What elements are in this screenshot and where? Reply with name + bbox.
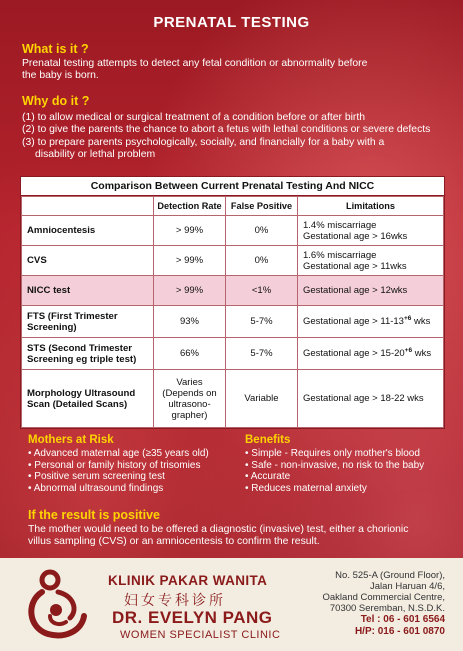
false-positive: 5-7% xyxy=(226,338,298,370)
benefit-item: • Accurate xyxy=(245,471,291,483)
limitation-unit: wks xyxy=(412,348,432,360)
limitation-line: 1.6% miscarriage xyxy=(303,249,377,261)
limitations xyxy=(298,338,444,370)
why-list xyxy=(22,112,430,162)
positive-heading: If the result is positive xyxy=(28,508,160,522)
clinic-address xyxy=(323,570,446,638)
limitation-line: 1.4% miscarriage xyxy=(303,219,377,231)
why-item: (1) to allow medical or surgical treatment of a condition before or after birth xyxy=(22,112,366,123)
test-name: CVS xyxy=(22,246,154,276)
comparison-table xyxy=(20,176,445,429)
what-line: the baby is born. xyxy=(22,70,99,82)
limitations xyxy=(298,306,444,338)
detection-rate: 93% xyxy=(154,306,226,338)
benefit-item: • Simple - Requires only mother's blood xyxy=(245,448,420,459)
test-name: STS (Second Trimester Screening eg triple test) xyxy=(22,338,154,370)
detection-rate: Varies (Depends on ultrasono-grapher) xyxy=(154,370,226,428)
risk-item: • Personal or family history of trisomies xyxy=(28,459,201,471)
table-caption: Comparison Between Current Prenatal Testing And NICC xyxy=(21,177,444,196)
what-text xyxy=(22,58,367,83)
clinic-chinese-name: 妇女专科诊所 xyxy=(124,593,226,609)
test-name: Morphology Ultrasound Scan (Detailed Scans) xyxy=(22,370,154,428)
false-positive: 5-7% xyxy=(226,306,298,338)
risk-heading: Mothers at Risk xyxy=(28,434,114,446)
table-row xyxy=(22,370,444,428)
positive-line: villus sampling (CVS) or an amniocentesis to confirm the result. xyxy=(28,536,320,548)
detection-rate: > 99% xyxy=(154,216,226,246)
why-item: (3) to prepare parents psychologically, socially, and financially for a baby with a xyxy=(22,136,385,148)
benefits xyxy=(245,434,424,494)
footer xyxy=(0,558,463,651)
benefit-item: • Reduces maternal anxiety xyxy=(245,482,367,494)
mothers-at-risk xyxy=(28,434,209,494)
detection-rate: 66% xyxy=(154,338,226,370)
limitation-sup: +6 xyxy=(404,347,413,355)
benefit-item: • Safe - non-invasive, no risk to the baby xyxy=(245,459,425,471)
positive-text xyxy=(28,524,408,549)
doctor-name: DR. EVELYN PANG xyxy=(112,608,273,627)
test-name: Amniocentesis xyxy=(22,216,154,246)
risk-item: • Advanced maternal age (≥35 years old) xyxy=(28,448,209,459)
limitations xyxy=(298,216,444,246)
address-line: Jalan Haruan 4/6, xyxy=(370,581,445,592)
limitation-text: Gestational age > 11-13 xyxy=(303,316,404,328)
table-header: Detection Rate xyxy=(154,197,226,216)
table-row xyxy=(22,306,444,338)
table-row xyxy=(22,246,444,276)
false-positive: 0% xyxy=(226,246,298,276)
mother-child-logo-icon xyxy=(20,566,98,644)
phone-number: Tel : 06 - 601 6564 xyxy=(360,614,445,625)
address-line: No. 525-A (Ground Floor), xyxy=(335,570,445,581)
table-row xyxy=(22,216,444,246)
clinic-name: KLINIK PAKAR WANITA xyxy=(108,573,268,588)
test-name: NICC test xyxy=(22,276,154,306)
table-header: False Positive xyxy=(226,197,298,216)
limitation-line: Gestational age > 11wks xyxy=(303,260,407,272)
page-title: PRENATAL TESTING xyxy=(153,14,310,31)
false-positive: 0% xyxy=(226,216,298,246)
risk-item: • Abnormal ultrasound findings xyxy=(28,482,164,494)
why-heading: Why do it ? xyxy=(22,94,90,108)
detection-rate: > 99% xyxy=(154,276,226,306)
limitations xyxy=(298,246,444,276)
limitation-line: Gestational age > 16wks xyxy=(303,230,408,242)
address-line: 70300 Seremban, N.S.D.K. xyxy=(329,603,445,614)
false-positive: <1% xyxy=(226,276,298,306)
table-row xyxy=(22,338,444,370)
limitation-text: Gestational age > 15-20 xyxy=(303,348,405,360)
mobile-number: H/P: 016 - 601 0870 xyxy=(354,626,445,637)
limitation-sup: +6 xyxy=(403,315,412,323)
what-heading: What is it ? xyxy=(22,42,89,56)
address-line: Oakland Commercial Centre, xyxy=(322,592,445,603)
positive-line: The mother would need to be offered a diagnostic (invasive) test, either a chorionic xyxy=(28,524,409,535)
table-header xyxy=(22,197,154,216)
test-name: FTS (First Trimester Screening) xyxy=(22,306,154,338)
table-header-row xyxy=(22,197,444,216)
detection-rate: > 99% xyxy=(154,246,226,276)
why-item: (2) to give the parents the chance to abort a fetus with lethal conditions or severe defects xyxy=(22,124,431,136)
benefits-heading: Benefits xyxy=(245,434,291,446)
false-positive: Variable xyxy=(226,370,298,428)
why-item: disability or lethal problem xyxy=(35,149,156,161)
clinic-subtitle: WOMEN SPECIALIST CLINIC xyxy=(120,629,281,641)
limitations: Gestational age > 12wks xyxy=(298,276,444,306)
table-header: Limitations xyxy=(298,197,444,216)
risk-item: • Positive serum screening test xyxy=(28,471,165,483)
table-row-nicc xyxy=(22,276,444,306)
what-line: Prenatal testing attempts to detect any fetal condition or abnormality before xyxy=(22,58,368,69)
limitations: Gestational age > 18-22 wks xyxy=(298,370,444,428)
limitation-unit: wks xyxy=(411,316,431,328)
